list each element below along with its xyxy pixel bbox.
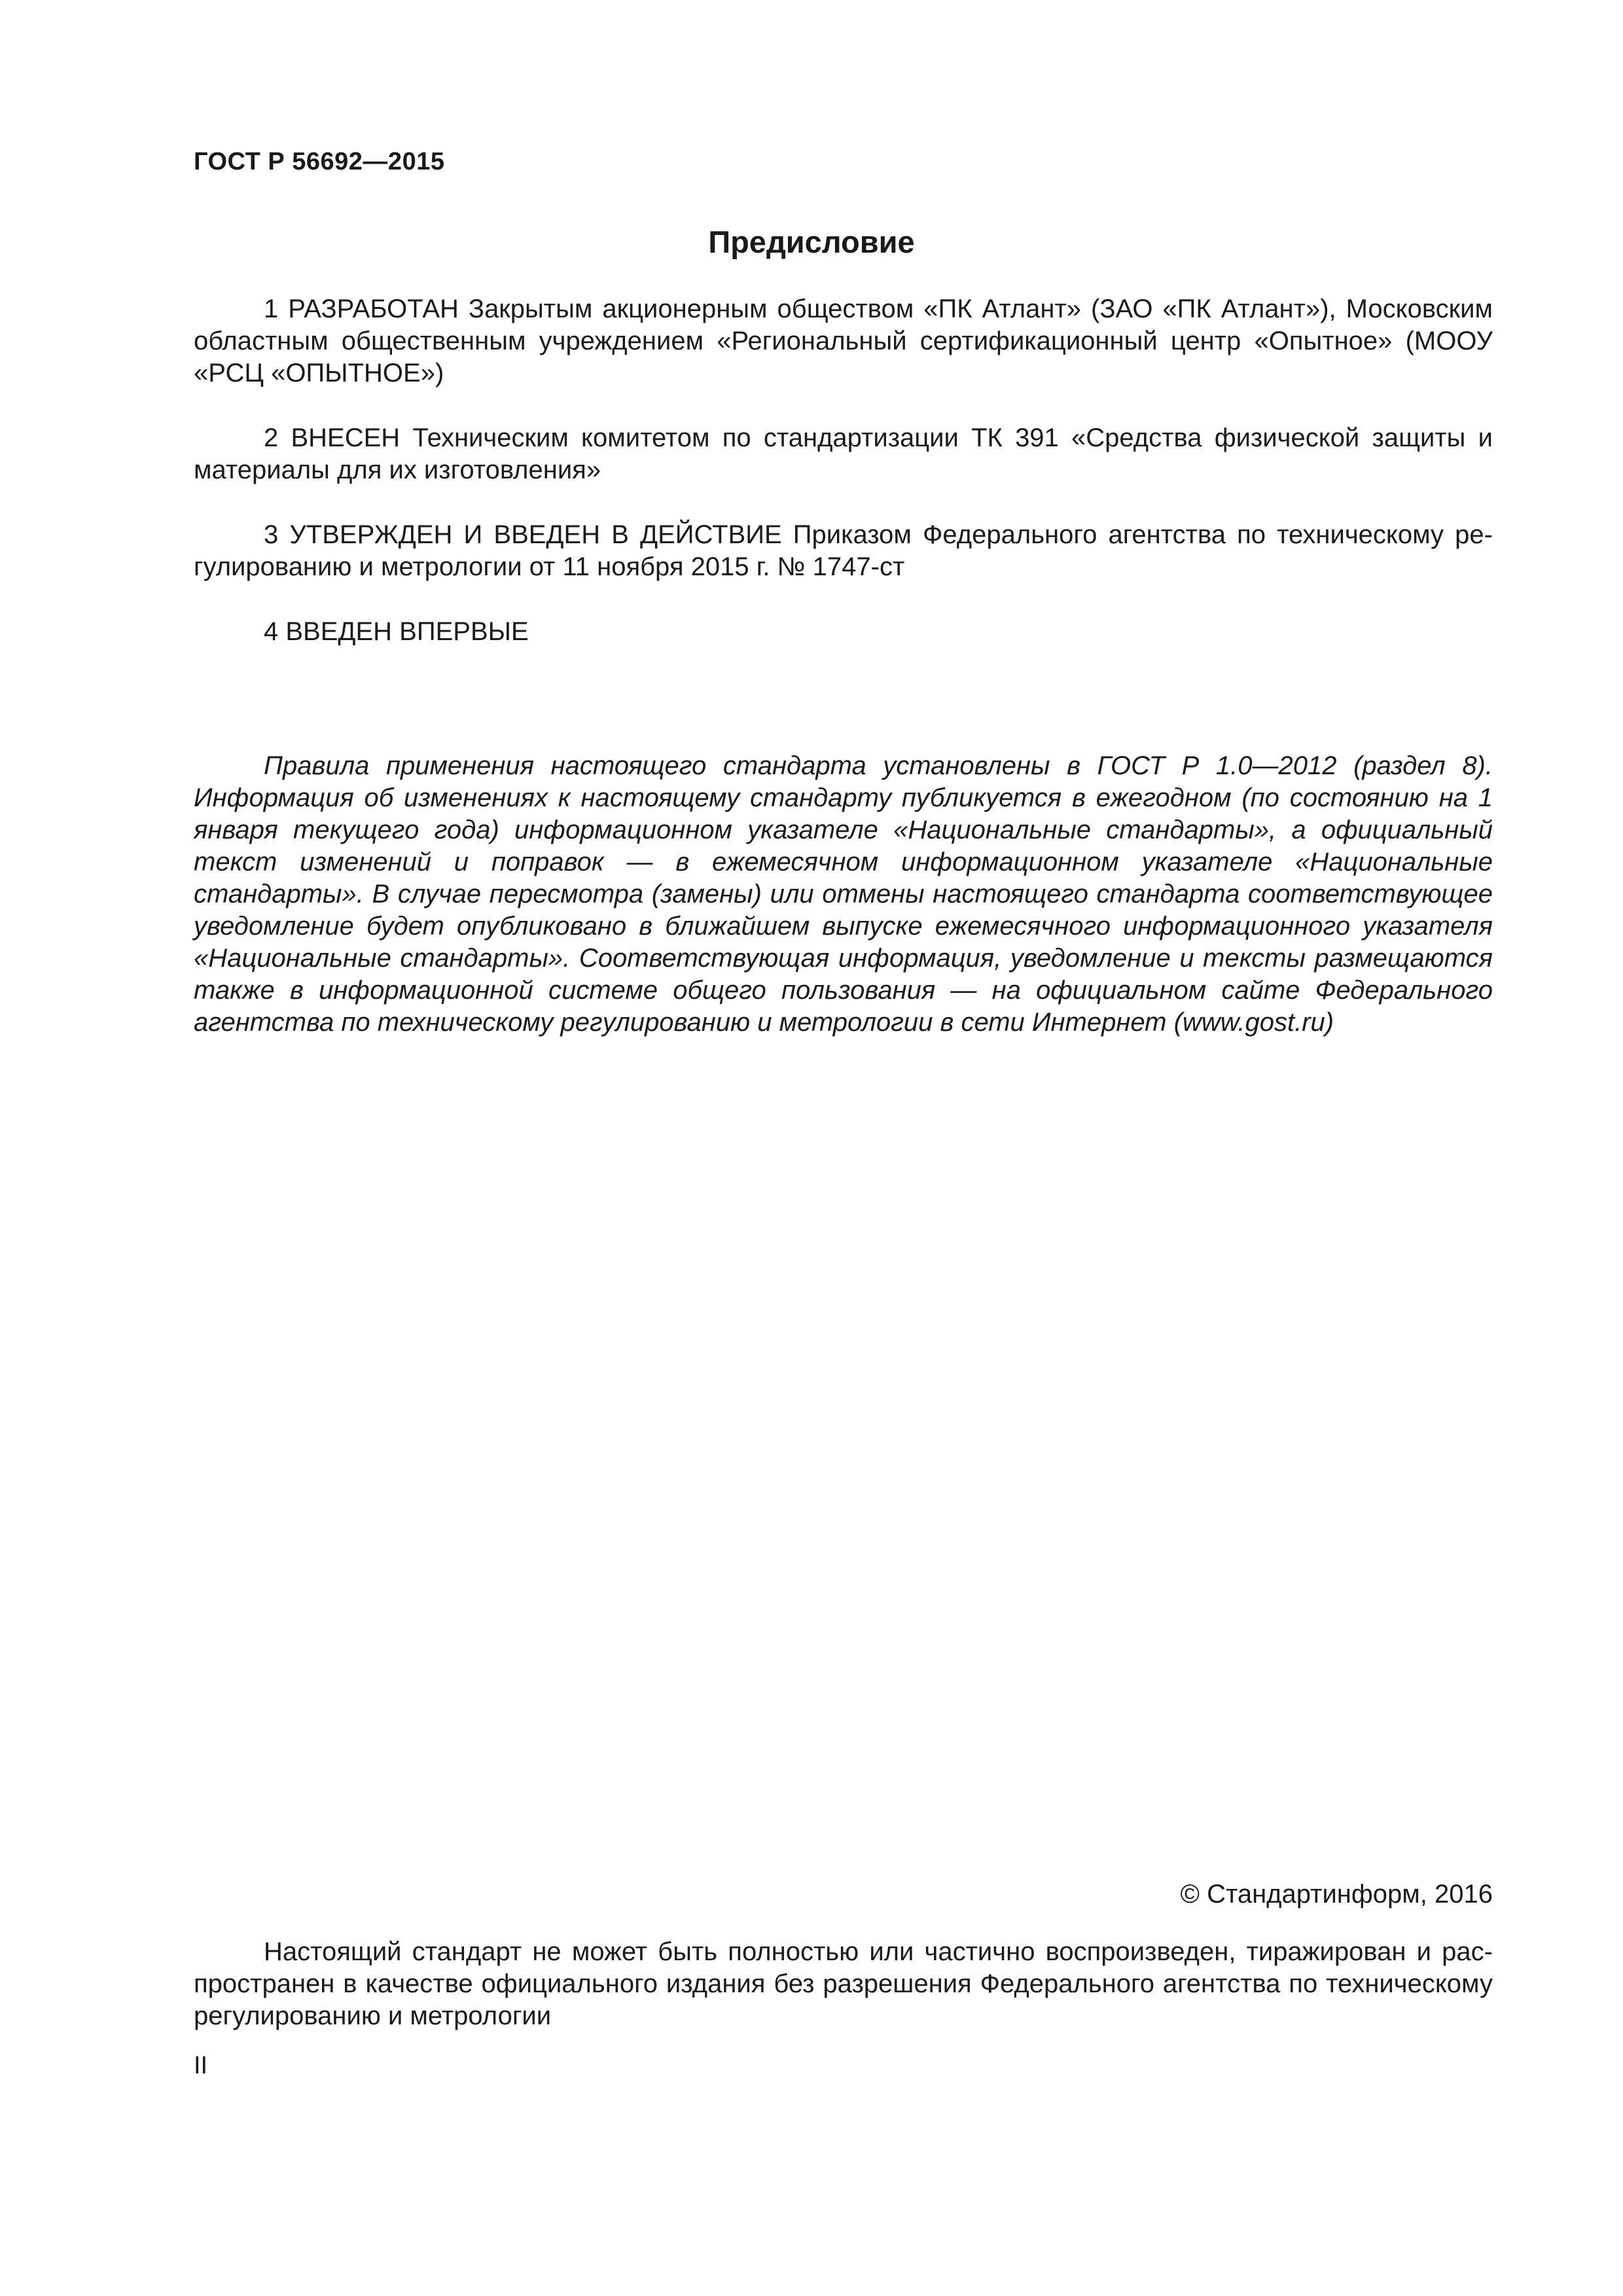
preface-item-4: 4 ВВЕДЕН ВПЕРВЫЕ [264, 617, 529, 646]
page-number: II [194, 2052, 208, 2079]
page-title: Предисловие [708, 224, 915, 259]
document-code: ГОСТ Р 56692—2015 [194, 148, 445, 175]
reproduction-notice: Настоящий стандарт не может быть полностью или частично воспроизведен, тиражирован и распространен в качестве официального издания без разрешения Федерального агентства по техническому регулированию и метрологии [194, 1937, 1493, 2030]
copyright-line: © Стандартинформ, 2016 [1180, 1880, 1493, 1909]
preface-item-2: 2 ВНЕСЕН Техническим комитетом по стандартизации ТК 391 «Средства физической защиты и материалы для их изготовления» [194, 423, 1493, 484]
preface-item-1: 1 РАЗРАБОТАН Закрытым акционерным обществом «ПК Атлант» (ЗАО «ПК Атлант»), Московским областным общественным учреждением «Региональный сертификационный центр «Опытное» (МООУ «РСЦ «ОПЫТНОЕ») [194, 295, 1493, 387]
preface-item-3: 3 УТВЕРЖДЕН И ВВЕДЕН В ДЕЙСТВИЕ Приказом Федерального агентства по техническому регулированию и метрологии от 11 ноября 2015 г. № 1747-ст [194, 520, 1493, 581]
application-rules-notice: Правила применения настоящего стандарта установлены в ГОСТ Р 1.0—2012 (раздел 8). Информация об изменениях к настоящему стандарту публикуется в ежегодном (по состоянию на 1 января текущего года) информационном указателе «Национальные стандарты», а официальный текст изменений и поправок — в ежемесячном информационном указателе «Национальные стандарты». В случае пересмотра (замены) или отмены настоящего стандарта соответствующее уведомление будет опубликовано в ближайшем выпуске ежемесячного информационного указателя «Национальные стандарты». Соответствующая информация, уведомление и тексты размещаются также в информационной системе общего пользования — на официальном сайте Федерального агентства по техническому регулированию и метрологии в сети Интернет (www.gost.ru) [194, 751, 1493, 1037]
preface-items [194, 293, 1493, 648]
